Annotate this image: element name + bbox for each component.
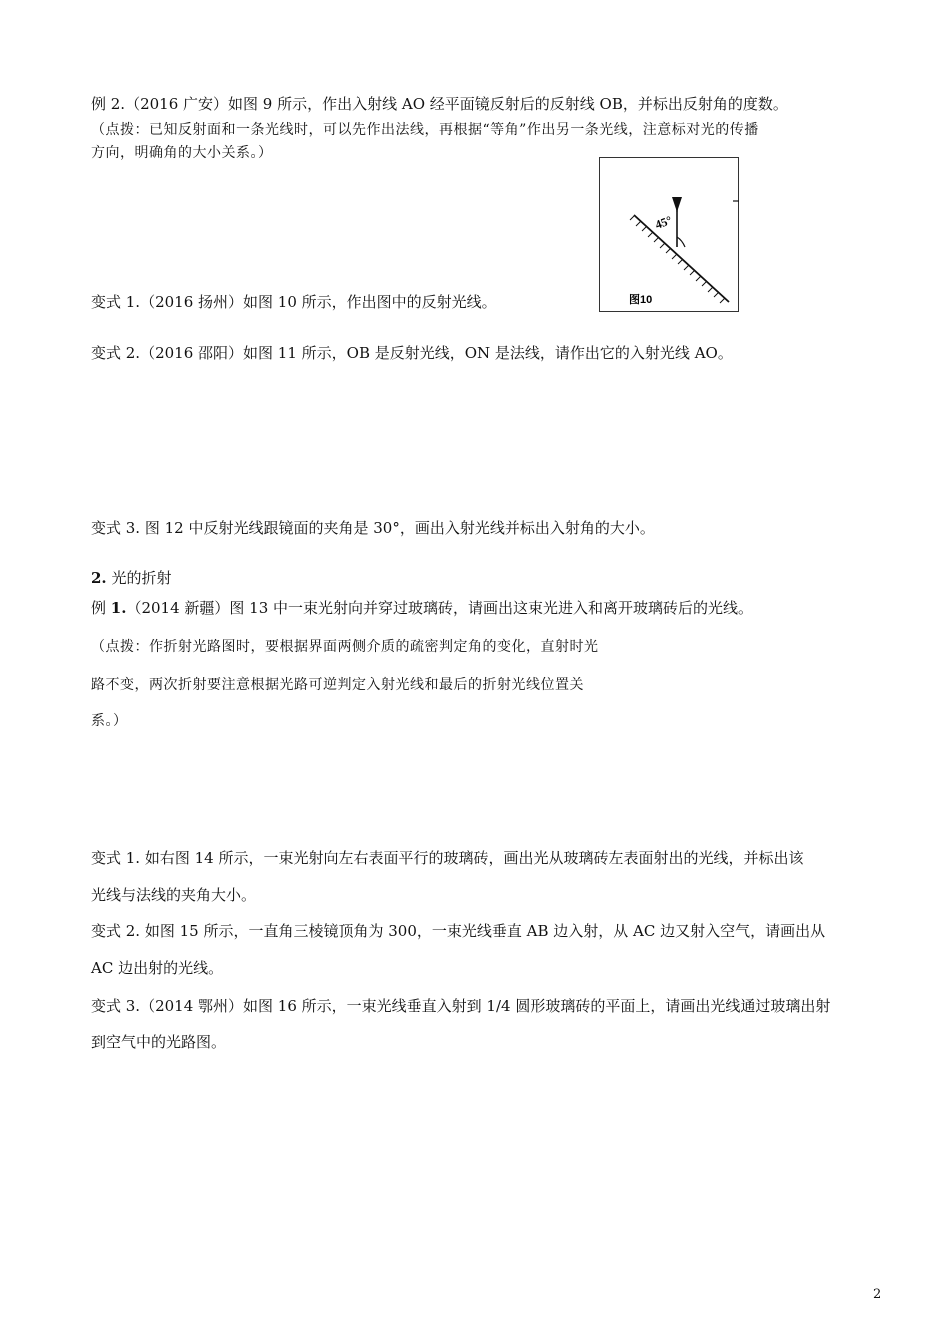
section-2-title: 光的折射 — [106, 569, 172, 587]
figure-10 — [599, 157, 739, 312]
example-1-hint-line1: （点拨：作折射光路图时，要根据界面两侧介质的疏密判定角的变化，直射时光 — [91, 639, 599, 655]
example-1-number: 1. — [110, 599, 127, 617]
section-2-number: 2. — [91, 569, 107, 587]
variant-3-reflection: 变式 3. 图 12 中反射光线跟镜面的夹角是 30°，画出入射光线并标出入射角的大小。 — [91, 519, 655, 537]
variant-1-refraction-line1: 变式 1. 如右图 14 所示，一束光射向左右表面平行的玻璃砖，画出光从玻璃砖左表面射出的光线，并标出该 — [91, 849, 804, 867]
example-1-hint-line3: 系。） — [91, 713, 128, 729]
figure-10-angle-label: 45° — [653, 212, 674, 232]
example-2-title: 例 2.（2016 广安）如图 9 所示，作出入射线 AO 经平面镜反射后的反射线 OB，并标出反射角的度数。 — [91, 95, 788, 113]
variant-1-refraction-line2: 光线与法线的夹角大小。 — [91, 886, 257, 904]
page-number: 2 — [873, 1287, 882, 1302]
example-2-hint-line1: （点拨：已知反射面和一条光线时，可以先作出法线，再根据“等角”作出另一条光线，注意标对光的传播 — [91, 122, 759, 138]
variant-2-refraction-line2: AC 边出射的光线。 — [91, 959, 224, 977]
example-1-text: （2014 新疆）图 13 中一束光射向并穿过玻璃砖，请画出这束光进入和离开玻璃砖后的光线。 — [126, 599, 754, 617]
variant-2-reflection: 变式 2.（2016 邵阳）如图 11 所示，OB 是反射光线，ON 是法线，请作出它的入射光线 AO。 — [91, 344, 733, 362]
variant-2-refraction-line1: 变式 2. 如图 15 所示，一直角三棱镜顶角为 300，一束光线垂直 AB 边入射，从 AC 边又射入空气，请画出从 — [91, 922, 826, 940]
example-1-refraction — [91, 598, 753, 618]
example-1-prefix: 例 — [91, 599, 111, 617]
example-1-hint-line2: 路不变，两次折射要注意根据光路可逆判定入射光线和最后的折射光线位置关 — [91, 677, 584, 693]
section-2-heading — [91, 568, 171, 588]
example-2-hint-line2: 方向，明确角的大小关系。） — [91, 145, 273, 161]
figure-10-caption: 图10 — [629, 294, 653, 306]
variant-3-refraction-line1: 变式 3.（2014 鄂州）如图 16 所示，一束光线垂直入射到 1/4 圆形玻璃砖的平面上，请画出光线通过玻璃出射 — [91, 997, 831, 1015]
variant-1-reflection: 变式 1.（2016 扬州）如图 10 所示，作出图中的反射光线。 — [91, 293, 497, 311]
variant-3-refraction-line2: 到空气中的光路图。 — [91, 1033, 227, 1051]
